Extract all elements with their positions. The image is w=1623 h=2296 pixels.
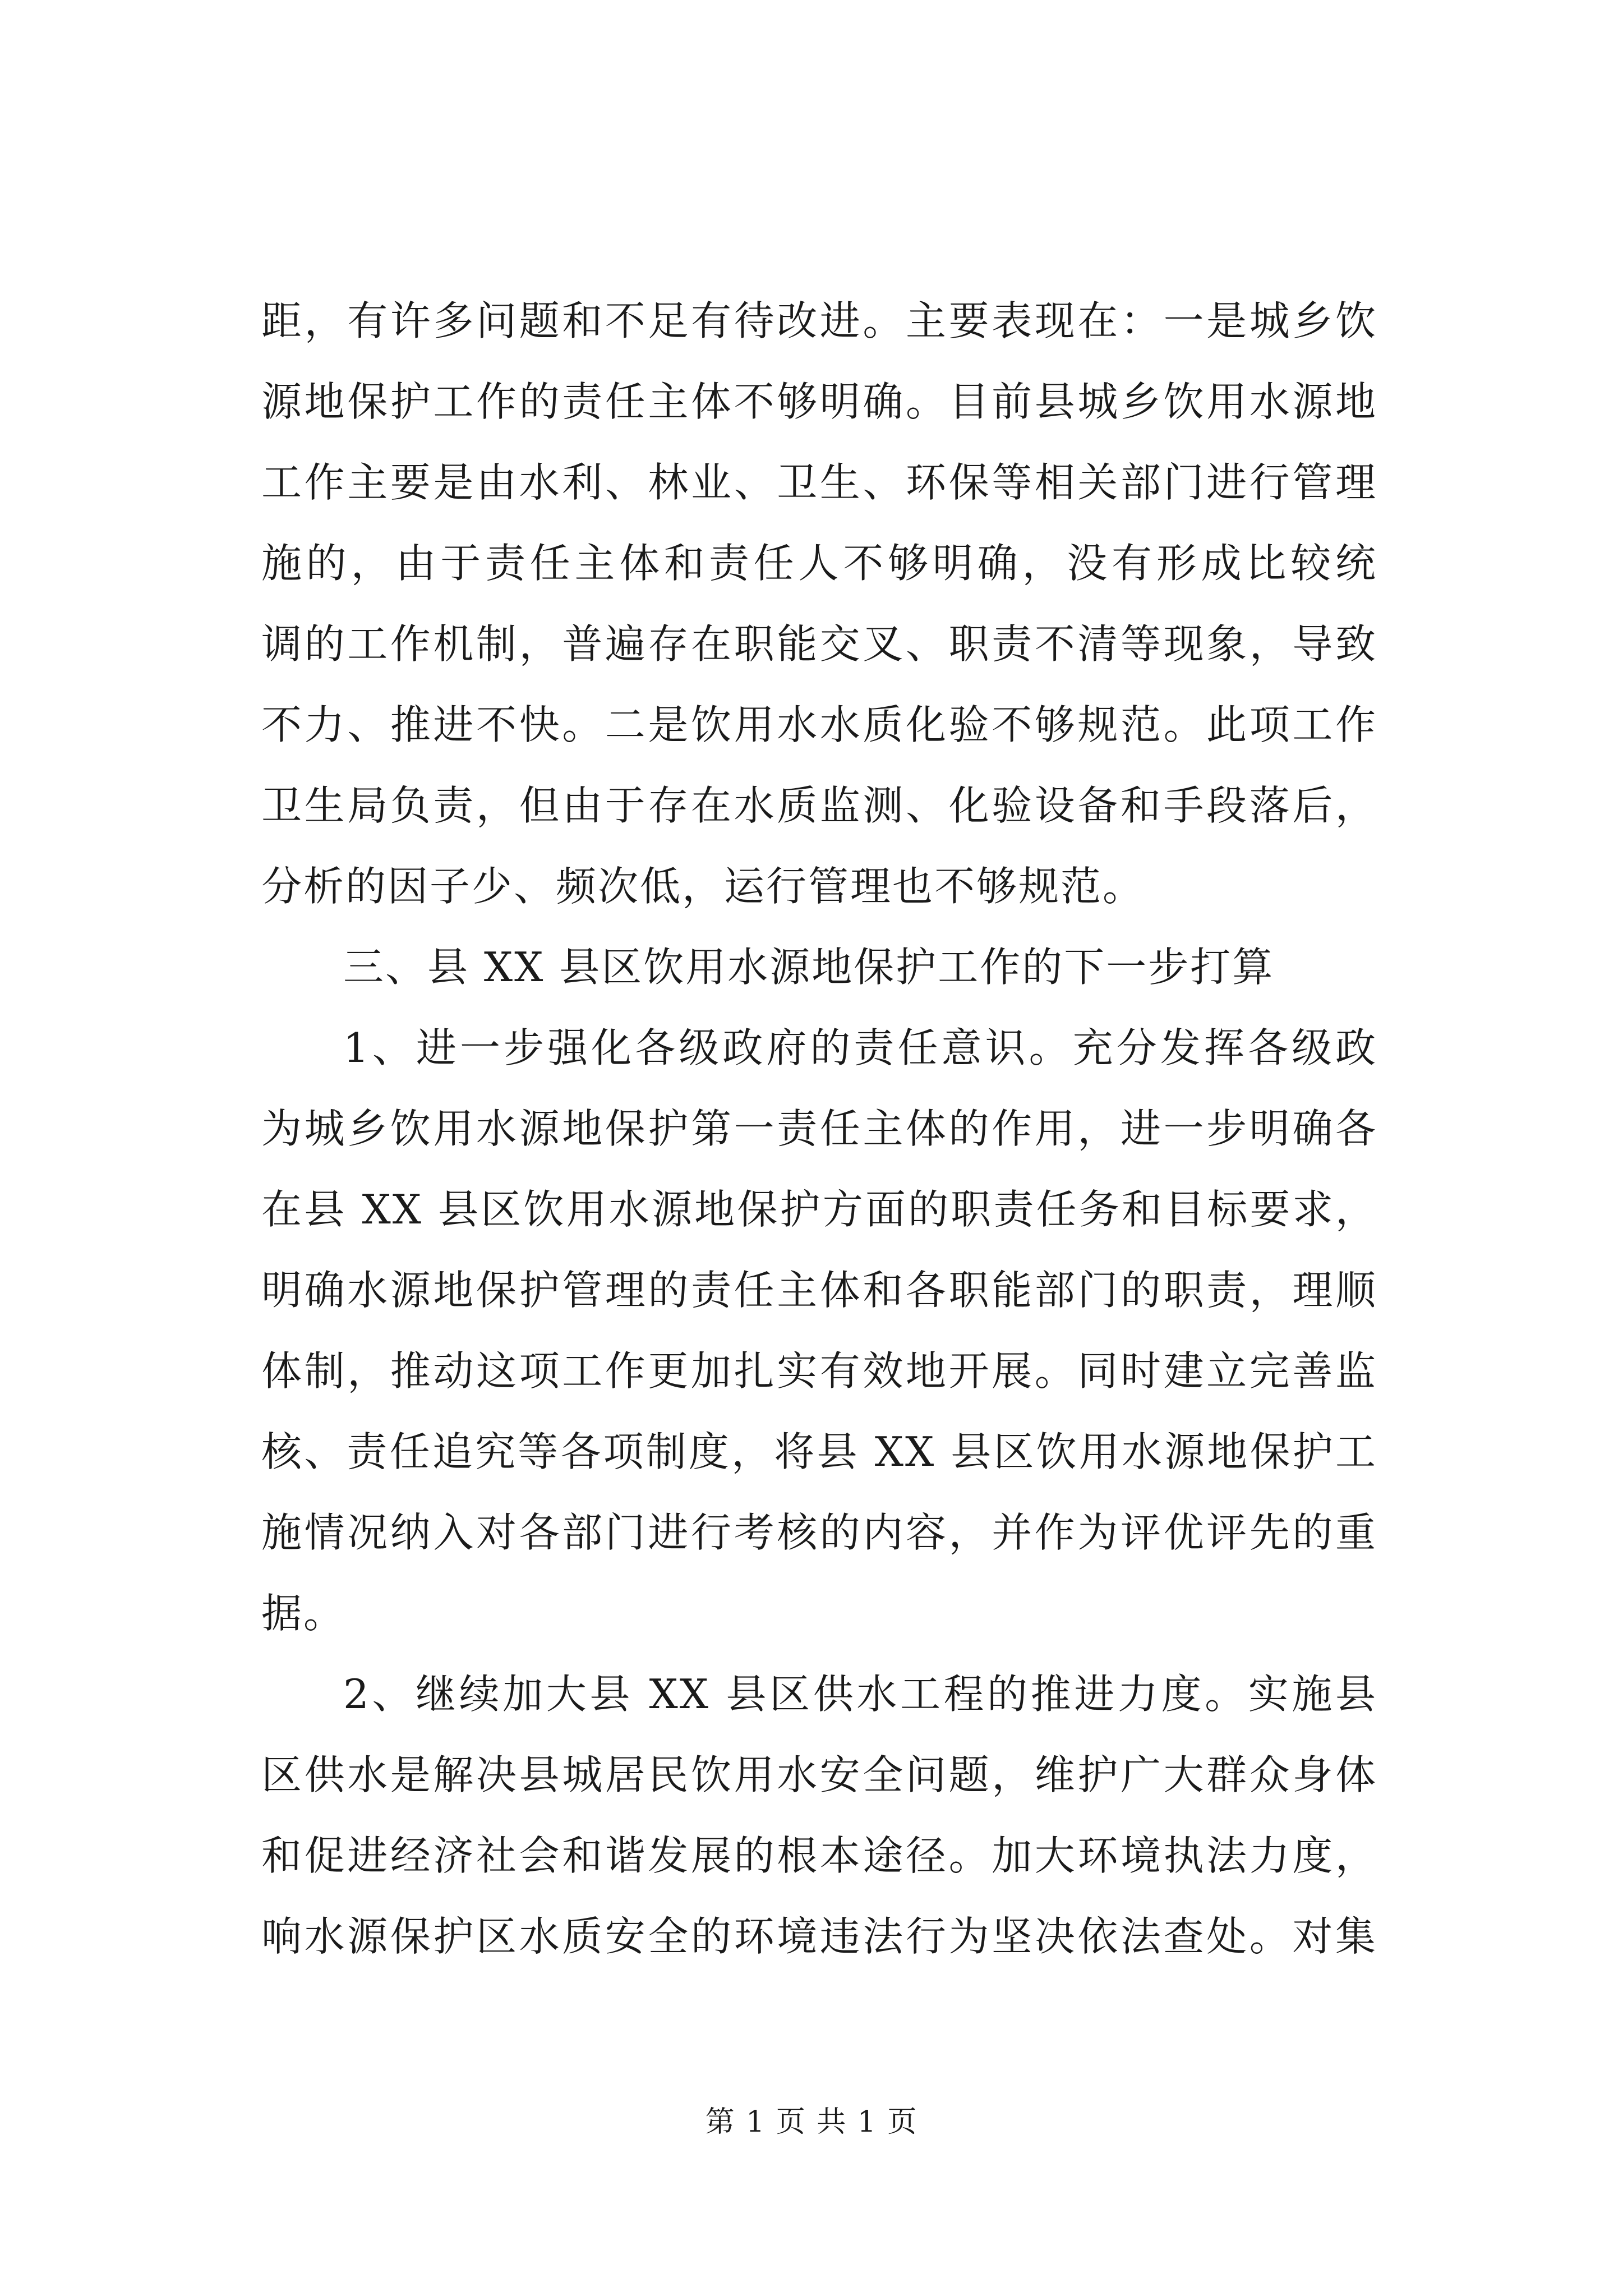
body-text [261, 280, 1377, 1977]
text-line: 核、责任追究等各项制度，将县 XX 县区饮用水源地保护工 [261, 1428, 1377, 1475]
text-line: 分析的因子少、频次低，运行管理也不够规范。 [261, 863, 1145, 910]
text-line: 明确水源地保护管理的责任主体和各职能部门的职责，理顺 [261, 1267, 1377, 1314]
text-line: 卫生局负责，但由于存在水质监测、化验设备和手段落后， [261, 782, 1377, 829]
text-line: 源地保护工作的责任主体不够明确。目前县城乡饮用水源地 [261, 378, 1377, 425]
page-footer: 第 1 页 共 1 页 [705, 2105, 918, 2139]
text-line: 不力、推进不快。二是饮用水水质化验不够规范。此项工作 [261, 701, 1377, 748]
text-line: 为城乡饮用水源地保护第一责任主体的作用，进一步明确各 [261, 1105, 1377, 1152]
text-line: 响水源保护区水质安全的环境违法行为坚决依法查处。对集 [261, 1913, 1377, 1960]
section-heading: 三、县 XX 县区饮用水源地保护工作的下一步打算 [343, 944, 1275, 991]
text-line: 1、进一步强化各级政府的责任意识。充分发挥各级政 [343, 1024, 1377, 1071]
text-line: 调的工作机制，普遍存在职能交叉、职责不清等现象，导致 [261, 620, 1377, 668]
text-line: 据。 [261, 1590, 346, 1637]
text-line: 工作主要是由水利、林业、卫生、环保等相关部门进行管理 [261, 459, 1377, 506]
text-line: 2、继续加大县 XX 县区供水工程的推进力度。实施县 [343, 1671, 1377, 1718]
text-line: 施情况纳入对各部门进行考核的内容，并作为评优评先的重 [261, 1509, 1377, 1556]
text-line: 在县 XX 县区饮用水源地保护方面的职责任务和目标要求， [261, 1186, 1377, 1233]
text-line: 区供水是解决县城居民饮用水安全问题，维护广大群众身体 [261, 1751, 1377, 1798]
text-line: 施的，由于责任主体和责任人不够明确，没有形成比较统 [261, 540, 1377, 587]
text-line: 距，有许多问题和不足有待改进。主要表现在：一是城乡饮 [261, 297, 1377, 344]
text-line: 体制，推动这项工作更加扎实有效地开展。同时建立完善监 [261, 1347, 1377, 1395]
text-line: 和促进经济社会和谐发展的根本途径。加大环境执法力度， [261, 1832, 1377, 1879]
